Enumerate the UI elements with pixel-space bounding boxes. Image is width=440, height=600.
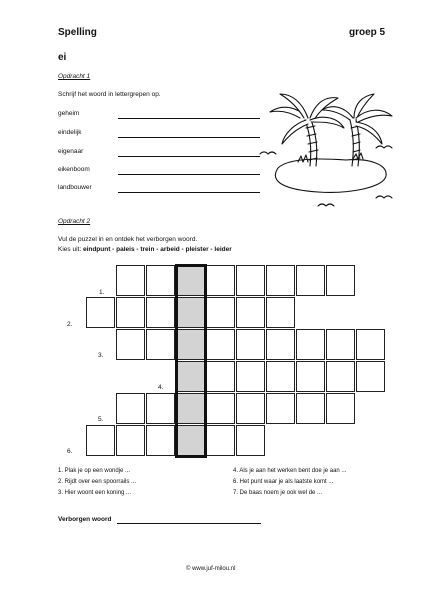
hidden-word-answer-line[interactable] xyxy=(117,523,261,524)
crossword-cell[interactable] xyxy=(86,425,115,456)
crossword-cell-hidden[interactable] xyxy=(176,393,205,424)
clue: 4. Als je aan het werken bent doe je aan ... xyxy=(233,468,347,474)
crossword-cell[interactable] xyxy=(146,297,175,328)
crossword-cell[interactable] xyxy=(296,329,325,360)
crossword-cell[interactable] xyxy=(266,361,295,392)
topic-title: ei xyxy=(58,52,67,63)
crossword-cell[interactable] xyxy=(296,361,325,392)
clue: 6. Het punt waar je als laatste komt ... xyxy=(233,479,334,485)
crossword-cell[interactable] xyxy=(356,361,385,392)
crossword-cell[interactable] xyxy=(236,361,265,392)
crossword-cell[interactable] xyxy=(116,265,145,296)
crossword-cell-hidden[interactable] xyxy=(176,361,205,392)
assignment2-instruction: Vul de puzzel in en ontdek het verborgen woord. xyxy=(58,236,198,243)
crossword-cell[interactable] xyxy=(116,425,145,456)
choose-line xyxy=(58,246,232,253)
crossword-cell[interactable] xyxy=(116,297,145,328)
crossword-cell[interactable] xyxy=(206,297,235,328)
hidden-word-label: Verborgen woord xyxy=(58,516,112,523)
row-number: 1. xyxy=(99,289,105,296)
crossword-cell[interactable] xyxy=(326,265,355,296)
crossword-cell[interactable] xyxy=(146,265,175,296)
row-number: 3. xyxy=(98,352,104,359)
crossword-cell[interactable] xyxy=(266,393,295,424)
clue: 3. Hier woont een koning ... xyxy=(58,490,132,496)
crossword-cell[interactable] xyxy=(236,329,265,360)
crossword-cell[interactable] xyxy=(116,329,145,360)
crossword-cell[interactable] xyxy=(296,265,325,296)
assignment2-title: Opdracht 2 xyxy=(58,218,91,225)
crossword-cell[interactable] xyxy=(356,329,385,360)
crossword-cell-hidden[interactable] xyxy=(176,425,205,456)
crossword-cell-hidden[interactable] xyxy=(176,265,205,296)
crossword-cell[interactable] xyxy=(146,425,175,456)
header-left: Spelling xyxy=(58,27,97,38)
word-item: landbouwer xyxy=(58,184,92,191)
word-item: geheim xyxy=(58,110,80,117)
row-number: 5. xyxy=(98,416,104,423)
clue: 2. Rijdt over een spoorrails ... xyxy=(58,479,137,485)
crossword-cell[interactable] xyxy=(206,329,235,360)
crossword-cell[interactable] xyxy=(146,393,175,424)
crossword-cell[interactable] xyxy=(326,329,355,360)
crossword-cell-hidden[interactable] xyxy=(176,297,205,328)
crossword-cell[interactable] xyxy=(266,265,295,296)
row-number: 6. xyxy=(67,448,73,455)
word-item: eindelijk xyxy=(58,129,82,136)
crossword-cell[interactable] xyxy=(146,329,175,360)
crossword-cell[interactable] xyxy=(206,265,235,296)
answer-line[interactable] xyxy=(118,137,260,138)
header-right: groep 5 xyxy=(349,27,386,38)
crossword-cell[interactable] xyxy=(266,329,295,360)
word-item: eikenboom xyxy=(58,166,90,173)
crossword-cell[interactable] xyxy=(86,297,115,328)
clue: 7. De baas noem je ook wel de ... xyxy=(233,490,323,496)
palm-island-illustration xyxy=(258,88,408,213)
crossword-cell-hidden[interactable] xyxy=(176,329,205,360)
crossword-cell[interactable] xyxy=(326,361,355,392)
crossword-cell[interactable] xyxy=(236,297,265,328)
crossword-cell[interactable] xyxy=(236,265,265,296)
answer-line[interactable] xyxy=(118,192,260,193)
answer-line[interactable] xyxy=(118,174,260,175)
crossword-cell[interactable] xyxy=(206,361,235,392)
answer-line[interactable] xyxy=(118,118,260,119)
answer-line[interactable] xyxy=(118,156,260,157)
choose-words: eindpunt - paleis - trein - arbeid - pleister - leider xyxy=(82,246,232,253)
crossword-cell[interactable] xyxy=(206,425,235,456)
assignment1-instruction: Schrijf het woord in lettergrepen op. xyxy=(58,91,161,98)
word-item: eigenaar xyxy=(58,148,84,155)
clue: 1. Plak je op een wondje ... xyxy=(58,468,131,474)
crossword-cell[interactable] xyxy=(326,393,355,424)
assignment1-title: Opdracht 1 xyxy=(58,73,91,80)
crossword-cell[interactable] xyxy=(296,393,325,424)
crossword-cell[interactable] xyxy=(236,425,265,456)
choose-label: Kies uit: xyxy=(58,246,82,253)
crossword-cell[interactable] xyxy=(116,393,145,424)
footer-credit: © www.juf-milou.nl xyxy=(186,566,236,572)
crossword-cell[interactable] xyxy=(236,393,265,424)
crossword-cell[interactable] xyxy=(206,393,235,424)
crossword-cell[interactable] xyxy=(266,297,295,328)
row-number: 2. xyxy=(67,321,73,328)
row-number: 4. xyxy=(158,384,164,391)
